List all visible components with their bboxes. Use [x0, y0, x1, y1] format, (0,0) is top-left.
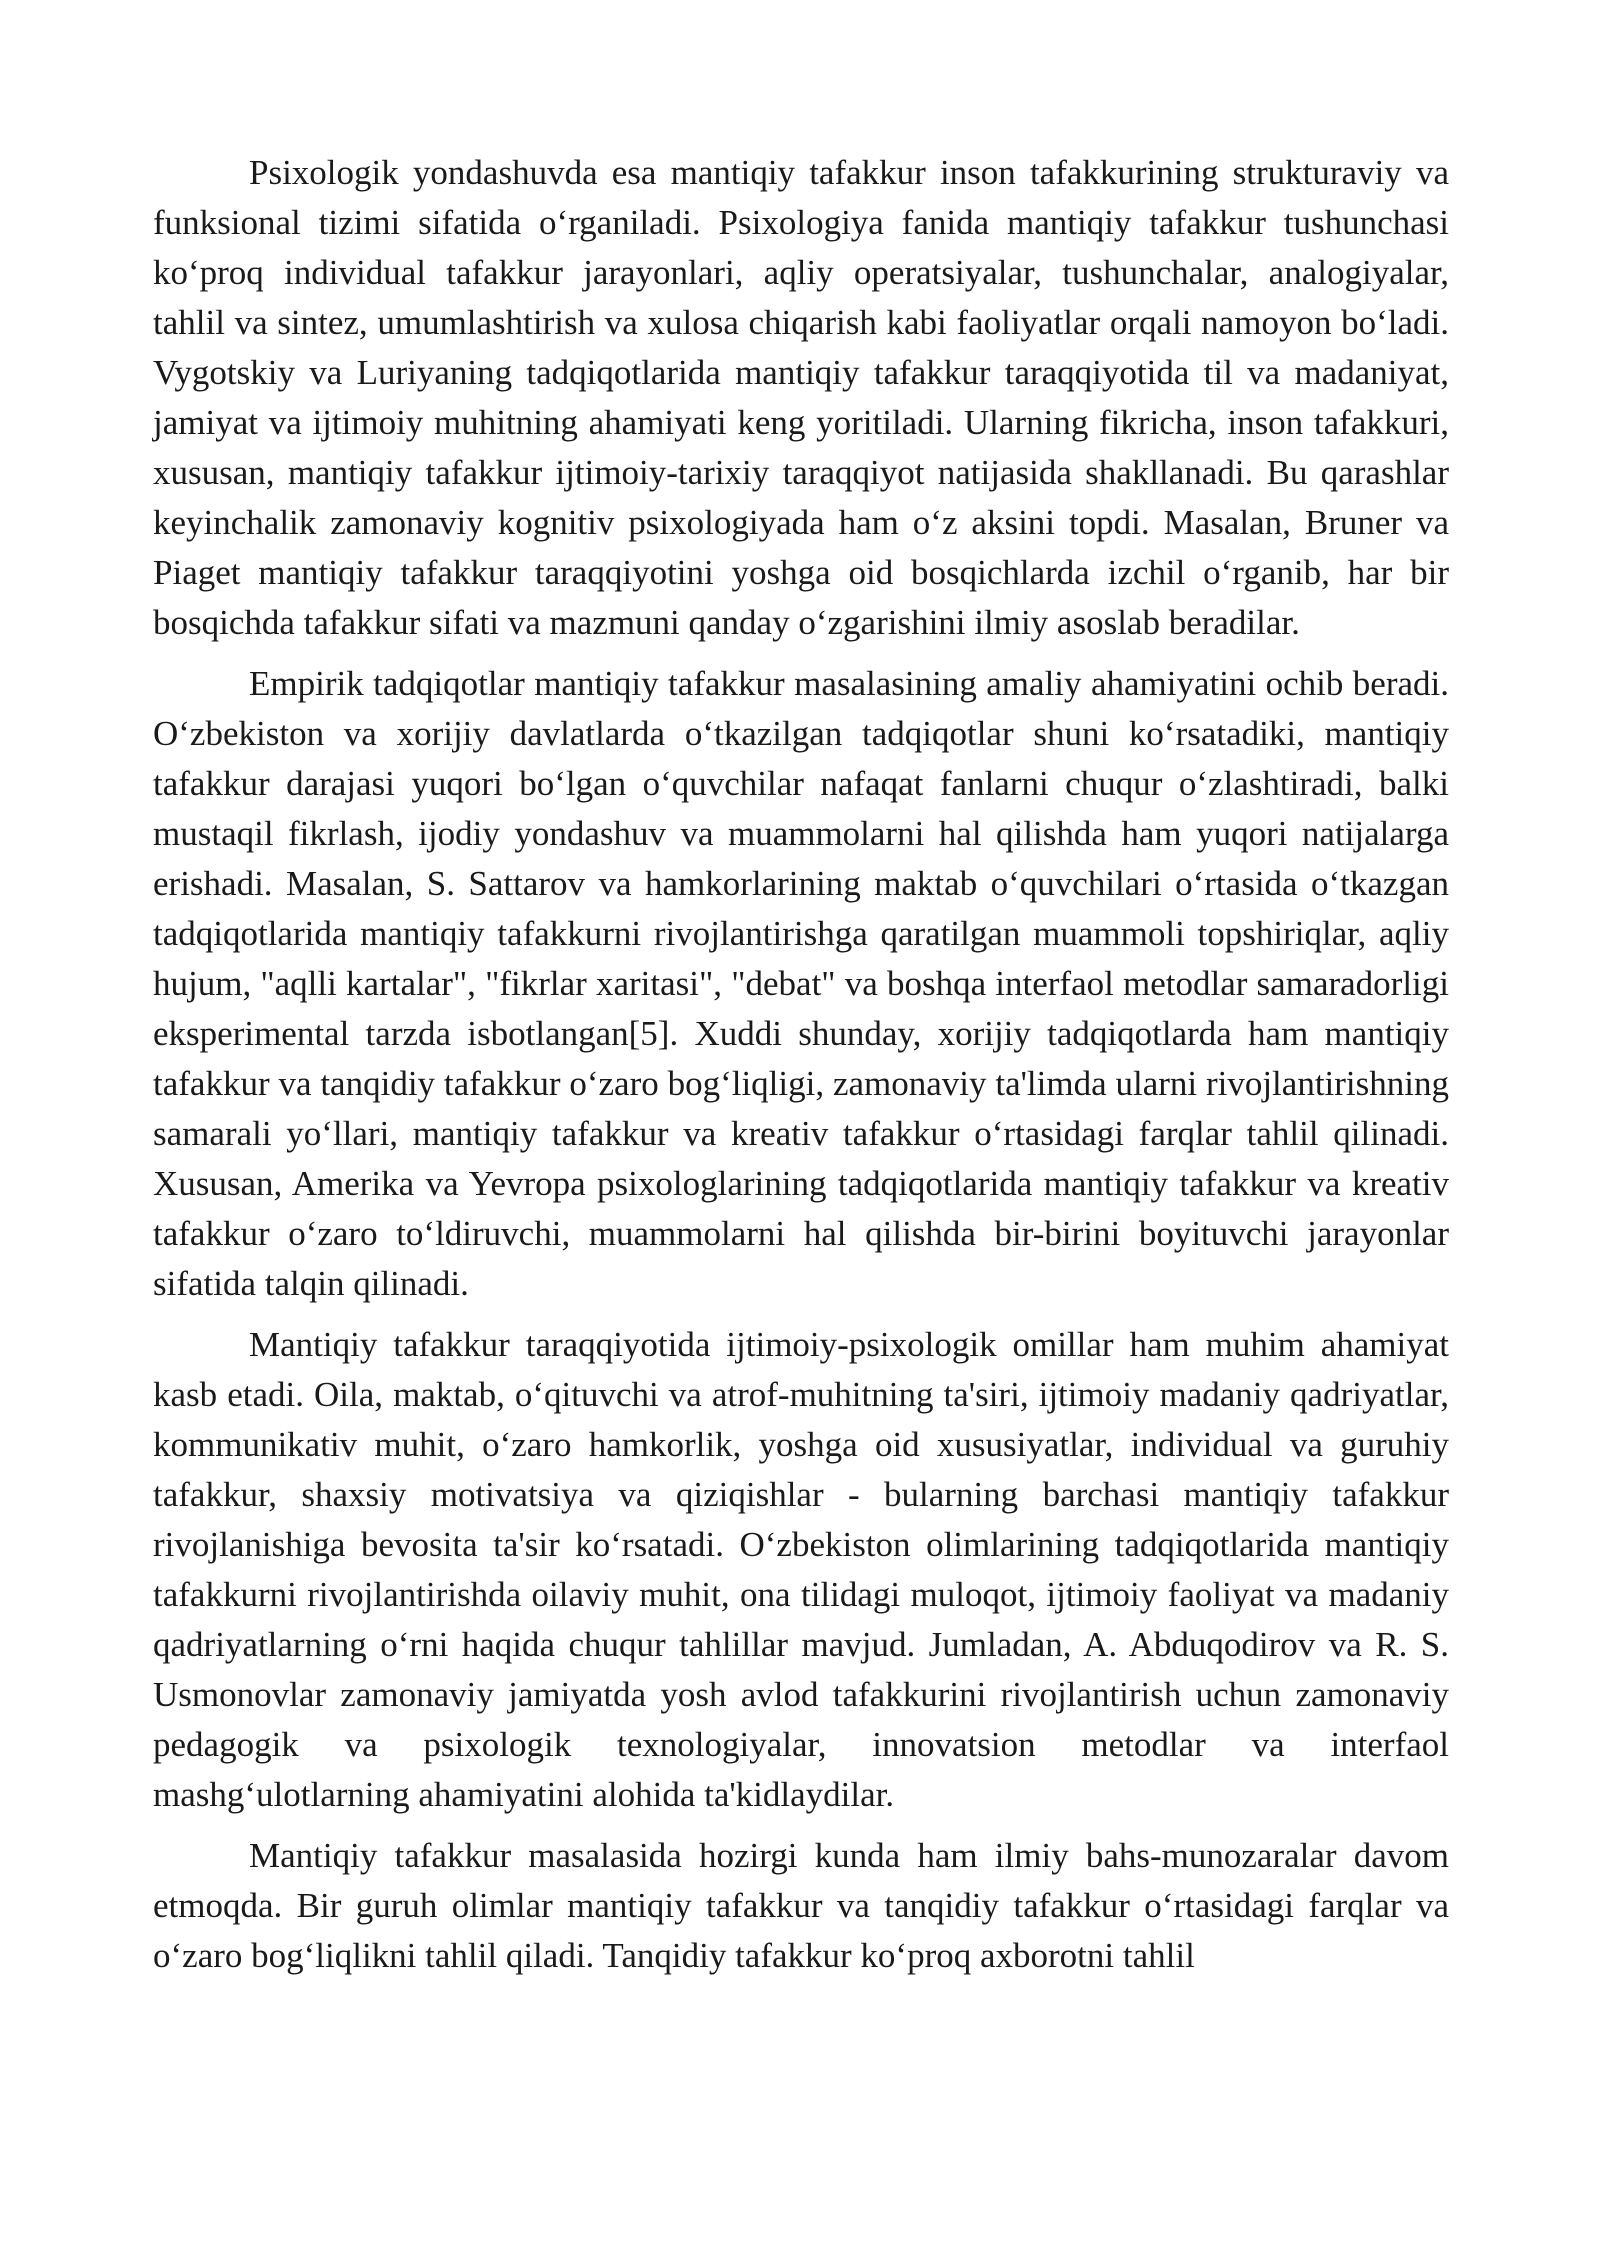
paragraph-empirical-research: Empirik tadqiqotlar mantiqiy tafakkur masalasining amaliy ahamiyatini ochib beradi. O‘zbekiston va xorijiy davlatlarda o‘tkazilgan tadqiqotlar shuni ko‘rsatadiki, mantiqiy tafakkur darajasi yuqori bo‘lgan o‘quvchilar nafaqat fanlarni chuqur o‘zlashtiradi, balki mustaqil fikrlash, ijodiy yondashuv va muammolarni hal qilishda ham yuqori natijalarga erishadi. Masalan, S. Sattarov va hamkorlarining maktab o‘quvchilari o‘rtasida o‘tkazgan tadqiqotlarida mantiqiy tafakkurni rivojlantirishga qaratilgan muammoli topshiriqlar, aqliy hujum, "aqlli kartalar", "fikrlar xaritasi", "debat" va boshqa interfaol metodlar samaradorligi eksperimental tarzda isbotlangan[5]. Xuddi shunday, xorijiy tadqiqotlarda ham mantiqiy tafakkur va tanqidiy tafakkur o‘zaro bog‘liqligi, zamonaviy ta'limda ularni rivojlantirishning samarali yo‘llari, mantiqiy tafakkur va kreativ tafakkur o‘rtasidagi farqlar tahlil qilinadi. Xususan, Amerika va Yevropa psixologlarining tadqiqotlarida mantiqiy tafakkur va kreativ tafakkur o‘zaro to‘ldiruvchi, muammolarni hal qilishda bir-birini boyituvchi jarayonlar sifatida talqin qilinadi. — [153, 664, 1449, 1303]
paragraph-social-factors: Mantiqiy tafakkur taraqqiyotida ijtimoiy-psixologik omillar ham muhim ahamiyat kasb etadi. Oila, maktab, o‘qituvchi va atrof-muhitning ta'siri, ijtimoiy madaniy qadriyatlar, kommunikativ muhit, o‘zaro hamkorlik, yoshga oid xususiyatlar, individual va guruhiy tafakkur, shaxsiy motivatsiya va qiziqishlar - bularning barchasi mantiqiy tafakkur rivojlanishiga bevosita ta'sir ko‘rsatadi. O‘zbekiston olimlarining tadqiqotlarida mantiqiy tafakkurni rivojlantirishda oilaviy muhit, ona tilidagi muloqot, ijtimoiy faoliyat va madaniy qadriyatlarning o‘rni haqida chuqur tahlillar mavjud. Jumladan, A. Abduqodirov va R. S. Usmonovlar zamonaviy jamiyatda yosh avlod tafakkurini rivojlantirish uchun zamonaviy pedagogik va psixologik texnologiyalar, innovatsion metodlar va interfaol mashg‘ulotlarning ahamiyatini alohida ta'kidlaydilar. — [153, 1325, 1449, 1814]
paragraph-scientific-debate: Mantiqiy tafakkur masalasida hozirgi kunda ham ilmiy bahs-munozaralar davom etmoqda. Bir guruh olimlar mantiqiy tafakkur va tanqidiy tafakkur o‘rtasidagi farqlar va o‘zaro bog‘liqlikni tahlil qiladi. Tanqidiy tafakkur ko‘proq axborotni tahlil — [153, 1836, 1449, 1975]
paragraph-psychological-approach: Psixologik yondashuvda esa mantiqiy tafakkur inson tafakkurining strukturaviy va funksional tizimi sifatida o‘rganiladi. Psixologiya fanida mantiqiy tafakkur tushunchasi ko‘proq individual tafakkur jarayonlari, aqliy operatsiyalar, tushunchalar, analogiyalar, tahlil va sintez, umumlashtirish va xulosa chiqarish kabi faoliyatlar orqali namoyon bo‘ladi. Vygotskiy va Luriyaning tadqiqotlarida mantiqiy tafakkur taraqqiyotida til va madaniyat, jamiyat va ijtimoiy muhitning ahamiyati keng yoritiladi. Ularning fikricha, inson tafakkuri, xususan, mantiqiy tafakkur ijtimoiy-tarixiy taraqqiyot natijasida shakllanadi. Bu qarashlar keyinchalik zamonaviy kognitiv psixologiyada ham o‘z aksini topdi. Masalan, Bruner va Piaget mantiqiy tafakkur taraqqiyotini yoshga oid bosqichlarda izchil o‘rganib, har bir bosqichda tafakkur sifati va mazmuni qanday o‘zgarishini ilmiy asoslab beradilar. — [153, 153, 1449, 642]
document-page — [153, 148, 1449, 1992]
